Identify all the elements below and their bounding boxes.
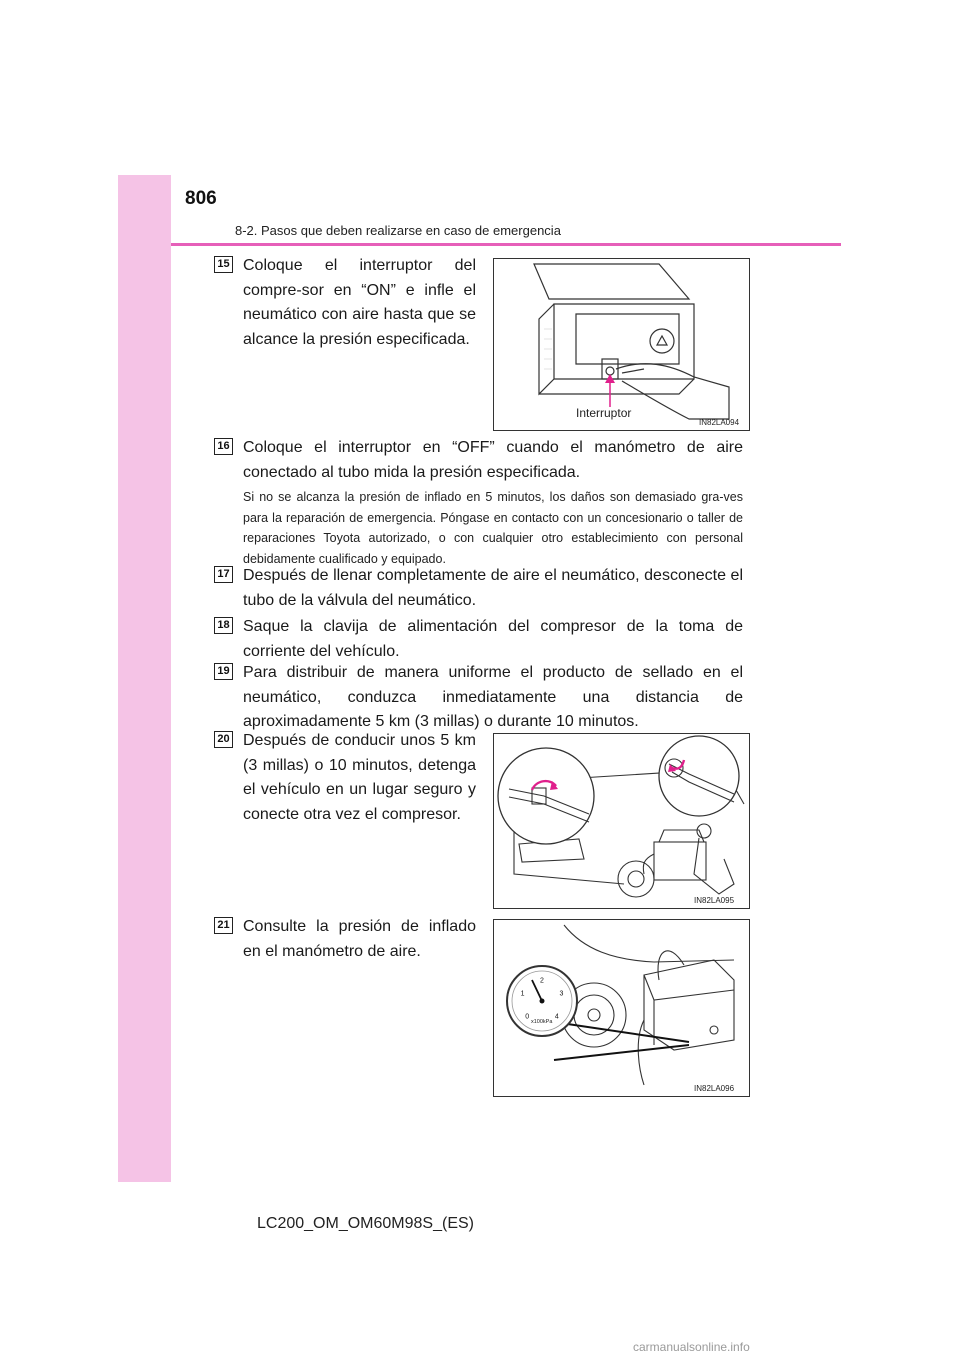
watermark: carmanualsonline.info bbox=[633, 1340, 750, 1354]
figure-code-3: IN82LA096 bbox=[694, 1084, 735, 1093]
gauge-tick-label: 4 bbox=[554, 1013, 559, 1021]
step-21-text: Consulte la presión de inflado en el manómetro de aire. bbox=[243, 918, 476, 960]
step-number-19: 19 bbox=[214, 663, 233, 680]
figure-air-pressure-gauge bbox=[493, 919, 750, 1097]
compressor-switch-illustration bbox=[494, 259, 749, 430]
step-16-note: Si no se alcanza la presión de inflado en 5 minutos, los daños son demasiado gra-ves para la reparación de emergencia. Póngase en contacto con un concesionario o taller de reparaciones Toyota autorizado, o con cualquier otro establecimiento con personal debidamente cualificado y equipado. bbox=[243, 490, 743, 566]
figure-reconnect-compressor bbox=[493, 733, 750, 909]
step-20-text: Después de conducir unos 5 km (3 millas) o 10 minutos, detenga el vehículo en un lugar seguro y conecte otra vez el compresor. bbox=[243, 732, 476, 823]
air-pressure-gauge-illustration bbox=[494, 920, 749, 1096]
step-17-text: Después de llenar completamente de aire el neumático, desconecte el tubo de la válvula del neumático. bbox=[243, 567, 743, 609]
step-number-17: 17 bbox=[214, 566, 233, 583]
figure-code-2: IN82LA095 bbox=[694, 896, 735, 905]
step-number-18: 18 bbox=[214, 617, 233, 634]
step-number-15: 15 bbox=[214, 256, 233, 273]
gauge-dial bbox=[507, 966, 577, 1036]
reconnect-compressor-illustration bbox=[494, 734, 749, 908]
step-number-21: 21 bbox=[214, 917, 233, 934]
page-number: 806 bbox=[185, 188, 217, 209]
gauge-tick-label: 2 bbox=[540, 977, 544, 985]
step-number-16: 16 bbox=[214, 438, 233, 455]
step-18-text: Saque la clavija de alimentación del compresor de la toma de corriente del vehículo. bbox=[243, 618, 743, 660]
step-15-text: Coloque el interruptor del compre-sor en “ON” e infle el neumático con aire hasta que se alcance la presión especificada. bbox=[243, 257, 476, 348]
gauge-callout bbox=[554, 1022, 689, 1060]
model-code-footer: LC200_OM_OM60M98S_(ES) bbox=[257, 1215, 474, 1232]
side-tab-band bbox=[118, 175, 171, 1182]
header-rule bbox=[171, 243, 841, 246]
interruptor-label: Interruptor bbox=[576, 406, 632, 420]
gauge-unit-label: x100kPa bbox=[531, 1019, 553, 1025]
gauge-tick-label: 0 bbox=[525, 1013, 530, 1021]
figure-code-1: IN82LA094 bbox=[699, 418, 740, 427]
gauge-tick-label: 1 bbox=[520, 990, 525, 998]
step-16-text: Coloque el interruptor en “OFF” cuando el manómetro de aire conectado al tubo mida la presión especificada. bbox=[243, 439, 743, 481]
step-19-text: Para distribuir de manera uniforme el producto de sellado en el neumático, conduzca inmediatamente una distancia de aproximadamente 5 km (3 millas) o durante 10 minutos. bbox=[243, 664, 743, 730]
gauge-tick-label: 3 bbox=[559, 990, 564, 998]
section-title: 8-2. Pasos que deben realizarse en caso de emergencia bbox=[235, 223, 561, 238]
step-number-20: 20 bbox=[214, 731, 233, 748]
figure-compressor-switch bbox=[493, 258, 750, 431]
